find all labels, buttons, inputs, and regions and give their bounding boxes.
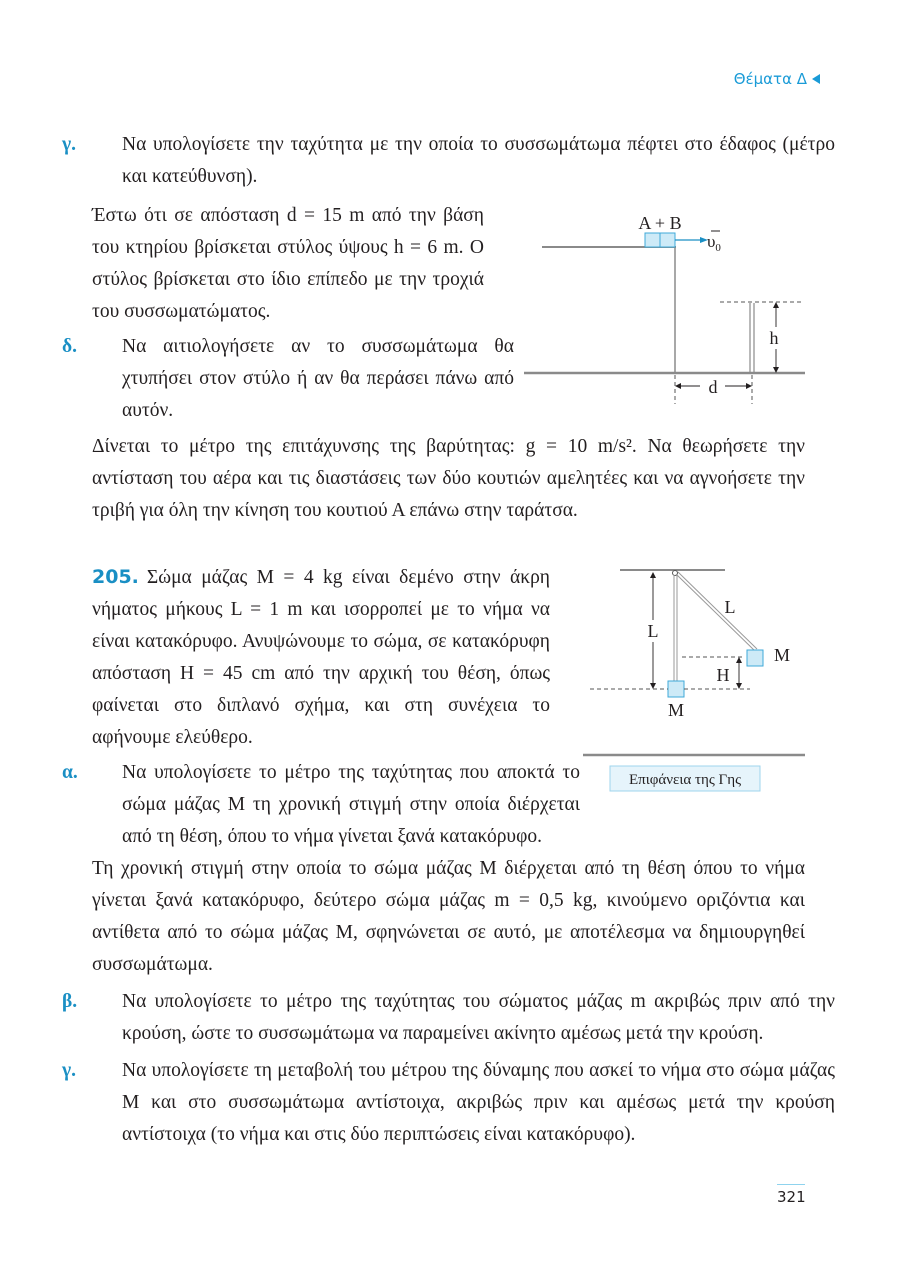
arrow-up-icon — [650, 572, 656, 578]
prev-item-g — [62, 129, 835, 193]
arrow-down-icon — [650, 683, 656, 689]
string-tilted-1 — [676, 574, 755, 651]
problem-205-item-a — [62, 757, 580, 853]
problem-205-item-g — [62, 1055, 835, 1151]
prev-item-d — [62, 331, 514, 427]
triangle-left-icon — [812, 74, 820, 84]
ground-label: Επιφάνεια της Γης — [628, 772, 742, 788]
mass-rest-label: M — [667, 700, 685, 720]
item-text: Να υπολογίσετε την ταχύτητα με την οποία το συσσωμάτωμα πέφτει στο έδαφος (μέτρο και κατεύθυνση). — [122, 134, 835, 187]
item-text: Να υπολογίσετε το μέτρο της ταχύτητας του σώματος μάζας m ακριβώς πριν από την κρούση, ώστε το συσσωμάτωμα να παραμείνει ακίνητο αμέσως μετά την κρούση. — [122, 991, 835, 1044]
box-b — [660, 233, 675, 247]
item-text: Να υπολογίσετε τη μεταβολή του μέτρου της δύναμης που ασκεί το νήμα στο σώμα μάζας M και στο συσσωμάτωμα αντίστοιχα, ακριβώς πριν και αμέσως μετά την κρούση αντίστοιχα (το νήμα και στις δύο περιπτώσεις είναι κατακόρυφο). — [122, 1060, 835, 1145]
item-text: Να αιτιολογήσετε αν το συσσωμάτωμα θα χτυπήσει στον στύλο ή αν θα περάσει πάνω από αυτόν. — [122, 336, 514, 421]
box-a — [645, 233, 660, 247]
page-number: 321 — [777, 1188, 806, 1206]
height-label: H — [716, 665, 730, 685]
arrow-up-icon — [736, 657, 742, 663]
problem-205-middle-text: Τη χρονική στιγμή στην οποία το σώμα μάζας M διέρχεται από τη θέση όπου το νήμα γίνεται ξανά κατακόρυφο, δεύτερο σώμα μάζας m = 0,5 kg, κινούμενο οριζόντια και αντίθετα από το σώμα μάζας M, σφηνώνεται σε αυτό, με αποτέλεσμα να δημιουργηθεί συσσωμάτωμα. — [92, 858, 805, 975]
problem-intro-text: Σώμα μάζας M = 4 kg είναι δεμένο στην άκρη νήματος μήκους L = 1 m και ισορροπεί με το νήμα να είναι κατακόρυφο. Ανυψώνουμε το σώμα, σε κατακόρυφη απόσταση H = 45 cm από την αρχική του θέση, όπως φαίνεται στο διπλανό σχήμα, και στη συνέχεια το αφήνουμε ελεύθερο. — [92, 567, 550, 748]
height-label: h — [769, 328, 779, 348]
length-label: L — [647, 621, 659, 641]
arrow-down-icon — [736, 683, 742, 689]
running-header — [734, 70, 820, 88]
item-label: β. — [62, 991, 78, 1012]
item-text: Να υπολογίσετε το μέτρο της ταχύτητας που αποκτά το σώμα μάζας M τη χρονική στιγμή στην οποία διέρχεται από τη θέση, όπου το νήμα γίνεται ξανά κατακόρυφο. — [122, 762, 580, 847]
distance-label: d — [708, 377, 718, 397]
item-label: δ. — [62, 336, 77, 357]
prev-given-text: Δίνεται το μέτρο της επιτάχυνσης της βαρύτητας: g = 10 m/s². Να θεωρήσετε την αντίσταση του αέρα και τις διαστάσεις των δύο κουτιών αμελητέες και να αγνοήσετε την τριβή για όλη την κίνηση του κουτιού Α επάνω στην ταράτσα. — [92, 436, 805, 521]
building-pole-figure — [515, 205, 815, 410]
mass-rest — [668, 681, 684, 697]
string-tilted-2 — [678, 572, 757, 649]
arrow-left-icon — [675, 383, 681, 389]
item-label: γ. — [62, 134, 76, 155]
arrow-right-icon — [746, 383, 752, 389]
velocity-label: $\upsilon_0$ — [707, 232, 721, 254]
string-label: L — [724, 597, 736, 617]
item-label: α. — [62, 762, 78, 783]
mass-raised-label: M — [773, 645, 791, 665]
arrow-up-icon — [773, 302, 779, 308]
page-number-rule — [777, 1184, 805, 1185]
problem-205-intro — [92, 561, 550, 754]
prev-setup-text: Έστω ότι σε απόσταση d = 15 m από την βάση του κτηρίου βρίσκεται στύλος ύψους h = 6 m. Ο στύλος βρίσκεται στο ίδιο επίπεδο με την τροχιά του συσσωματώματος. — [92, 205, 484, 322]
box-label: A + B — [638, 213, 682, 233]
section-title: Θέματα Δ — [733, 70, 807, 88]
mass-raised — [747, 650, 763, 666]
item-label: γ. — [62, 1060, 76, 1081]
problem-number: 205. — [92, 566, 139, 588]
problem-205-item-b — [62, 986, 835, 1050]
pendulum-figure — [575, 560, 815, 800]
